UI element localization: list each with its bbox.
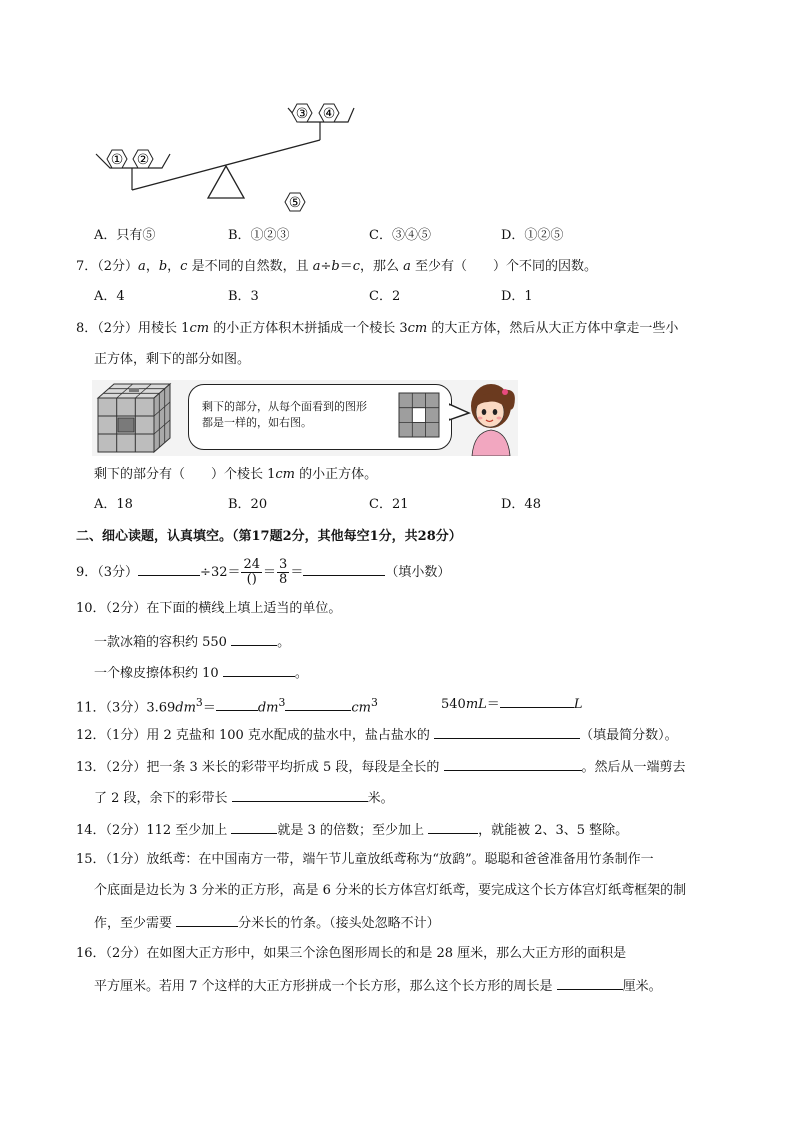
cube-illustration [96, 382, 174, 454]
q10-blank-1[interactable] [231, 631, 277, 646]
q6-option-b[interactable]: B．①②③ [228, 228, 290, 243]
section-2-heading: 二、细心读题，认真填空。（第17题2分，其他每空1分，共28分） [76, 529, 462, 544]
weight-4 [319, 104, 339, 122]
q7-option-d[interactable]: D．1 [501, 289, 533, 304]
question-16-line1: 16．（2分）在如图大正方形中，如果三个涂色图形周长的和是 28 厘米，那么大正方形的面积是 [76, 946, 627, 961]
q8-option-c[interactable]: C．21 [369, 497, 409, 512]
q8-option-d[interactable]: D．48 [501, 497, 541, 512]
svg-text:④: ④ [322, 106, 336, 122]
question-16-line2: 平方厘米。若用 7 个这样的大正方形拼成一个长方形，那么这个长方形的周长是 厘米。 [94, 975, 662, 997]
weight-2 [133, 150, 153, 168]
face-view-grid [398, 392, 440, 438]
question-9: 9．（3分） ÷32＝ $\frac{24}{()}$ ＝ $\frac{3}{8}$ ＝ （填小数） [76, 557, 451, 587]
question-12: 12．（1分）用 2 克盐和 100 克水配成的盐水中，盐占盐水的 （填最简分数）。 [76, 724, 678, 746]
question-8-line3: 剩下的部分有（ ）个棱长 1cm 的小正方体。 [94, 467, 378, 482]
q9-blank-2[interactable] [303, 561, 385, 576]
q6-option-d[interactable]: D．①②⑤ [501, 228, 564, 243]
question-11-right: 540mL＝ L [441, 693, 582, 715]
question-15-line2: 个底面是边长为 3 分米的正方形，高是 6 分米的长方体宫灯纸鸢，要完成这个长方体宫灯纸鸢框架的制 [94, 883, 687, 898]
weight-3 [292, 104, 312, 122]
question-15-line3: 作，至少需要 分米长的竹条。（接头处忽略不计） [94, 912, 440, 934]
question-10-line2: 一款冰箱的容积约 550 。 [94, 631, 290, 653]
question-13-line1: 13．（2分）把一条 3 米长的彩带平均折成 5 段，每段是全长的 。然后从一端剪去 [76, 756, 686, 778]
question-11: 11．（3分）$3.69dm^3= dm^3$ $cm^3$ [76, 696, 378, 716]
q16-blank[interactable] [557, 975, 623, 990]
seesaw-figure [92, 96, 356, 216]
bubble-text-line1: 剩下的部分，从每个面看到的图形 [202, 400, 367, 413]
question-8-line2: 正方体，剩下的部分如图。 [94, 352, 251, 367]
q7-option-a[interactable]: A．4 [94, 289, 125, 304]
svg-text:①: ① [110, 152, 124, 168]
q6-option-a[interactable]: A．只有⑤ [94, 228, 156, 243]
q14-blank-1[interactable] [231, 819, 277, 834]
question-15-line1: 15．（1分）放纸鸢：在中国南方一带，端午节儿童放纸鸢称为“放鹞”。聪聪和爸爸准备用竹条制作一 [76, 852, 654, 867]
girl-illustration [464, 380, 518, 456]
question-7: 7．（2分）a，b，c 是不同的自然数，且 a÷b＝c，那么 a 至少有（ ）个不同的因数。 [76, 259, 598, 274]
q7-option-b[interactable]: B．3 [228, 289, 259, 304]
question-14: 14．（2分）112 至少加上 就是 3 的倍数；至少加上 ，就能被 2、3、5 整除。 [76, 819, 628, 841]
svg-text:②: ② [136, 152, 150, 168]
question-10-line1: 10．（2分）在下面的横线上填上适当的单位。 [76, 601, 342, 616]
q11-blank-2[interactable] [285, 696, 351, 711]
q6-option-c[interactable]: C．③④⑤ [369, 228, 431, 243]
q9-fraction-2: $\frac{3}{8}$ [279, 557, 288, 587]
bubble-text-line2: 都是一样的，如右图。 [202, 416, 312, 429]
question-8-line1: 8．（2分）用棱长 1cm 的小正方体积木拼插成一个棱长 3cm 的大正方体，然后从大正方体中拿走一些小 [76, 321, 679, 336]
q8-option-a[interactable]: A．18 [94, 497, 133, 512]
question-10-line3: 一个橡皮擦体积约 10 。 [94, 662, 308, 684]
q9-fraction-1: $\frac{24}{()}$ [243, 557, 261, 587]
q9-blank-1[interactable] [138, 561, 200, 576]
svg-text:⑤: ⑤ [288, 195, 302, 211]
q7-option-c[interactable]: C．2 [369, 289, 401, 304]
q8-option-b[interactable]: B．20 [228, 497, 268, 512]
q12-blank[interactable] [434, 724, 580, 739]
weight-5 [285, 193, 305, 211]
weight-1 [107, 150, 127, 168]
q14-blank-2[interactable] [428, 819, 478, 834]
svg-text:③: ③ [295, 106, 309, 122]
q11-blank-1[interactable] [216, 696, 258, 711]
q8-figure [92, 380, 518, 456]
q11-blank-3[interactable] [500, 693, 574, 708]
question-13-line2: 了 2 段，余下的彩带长 米。 [94, 787, 394, 809]
q15-blank[interactable] [176, 912, 238, 927]
q13-blank-2[interactable] [232, 787, 368, 802]
q13-blank-1[interactable] [444, 756, 582, 771]
q10-blank-2[interactable] [223, 662, 295, 677]
